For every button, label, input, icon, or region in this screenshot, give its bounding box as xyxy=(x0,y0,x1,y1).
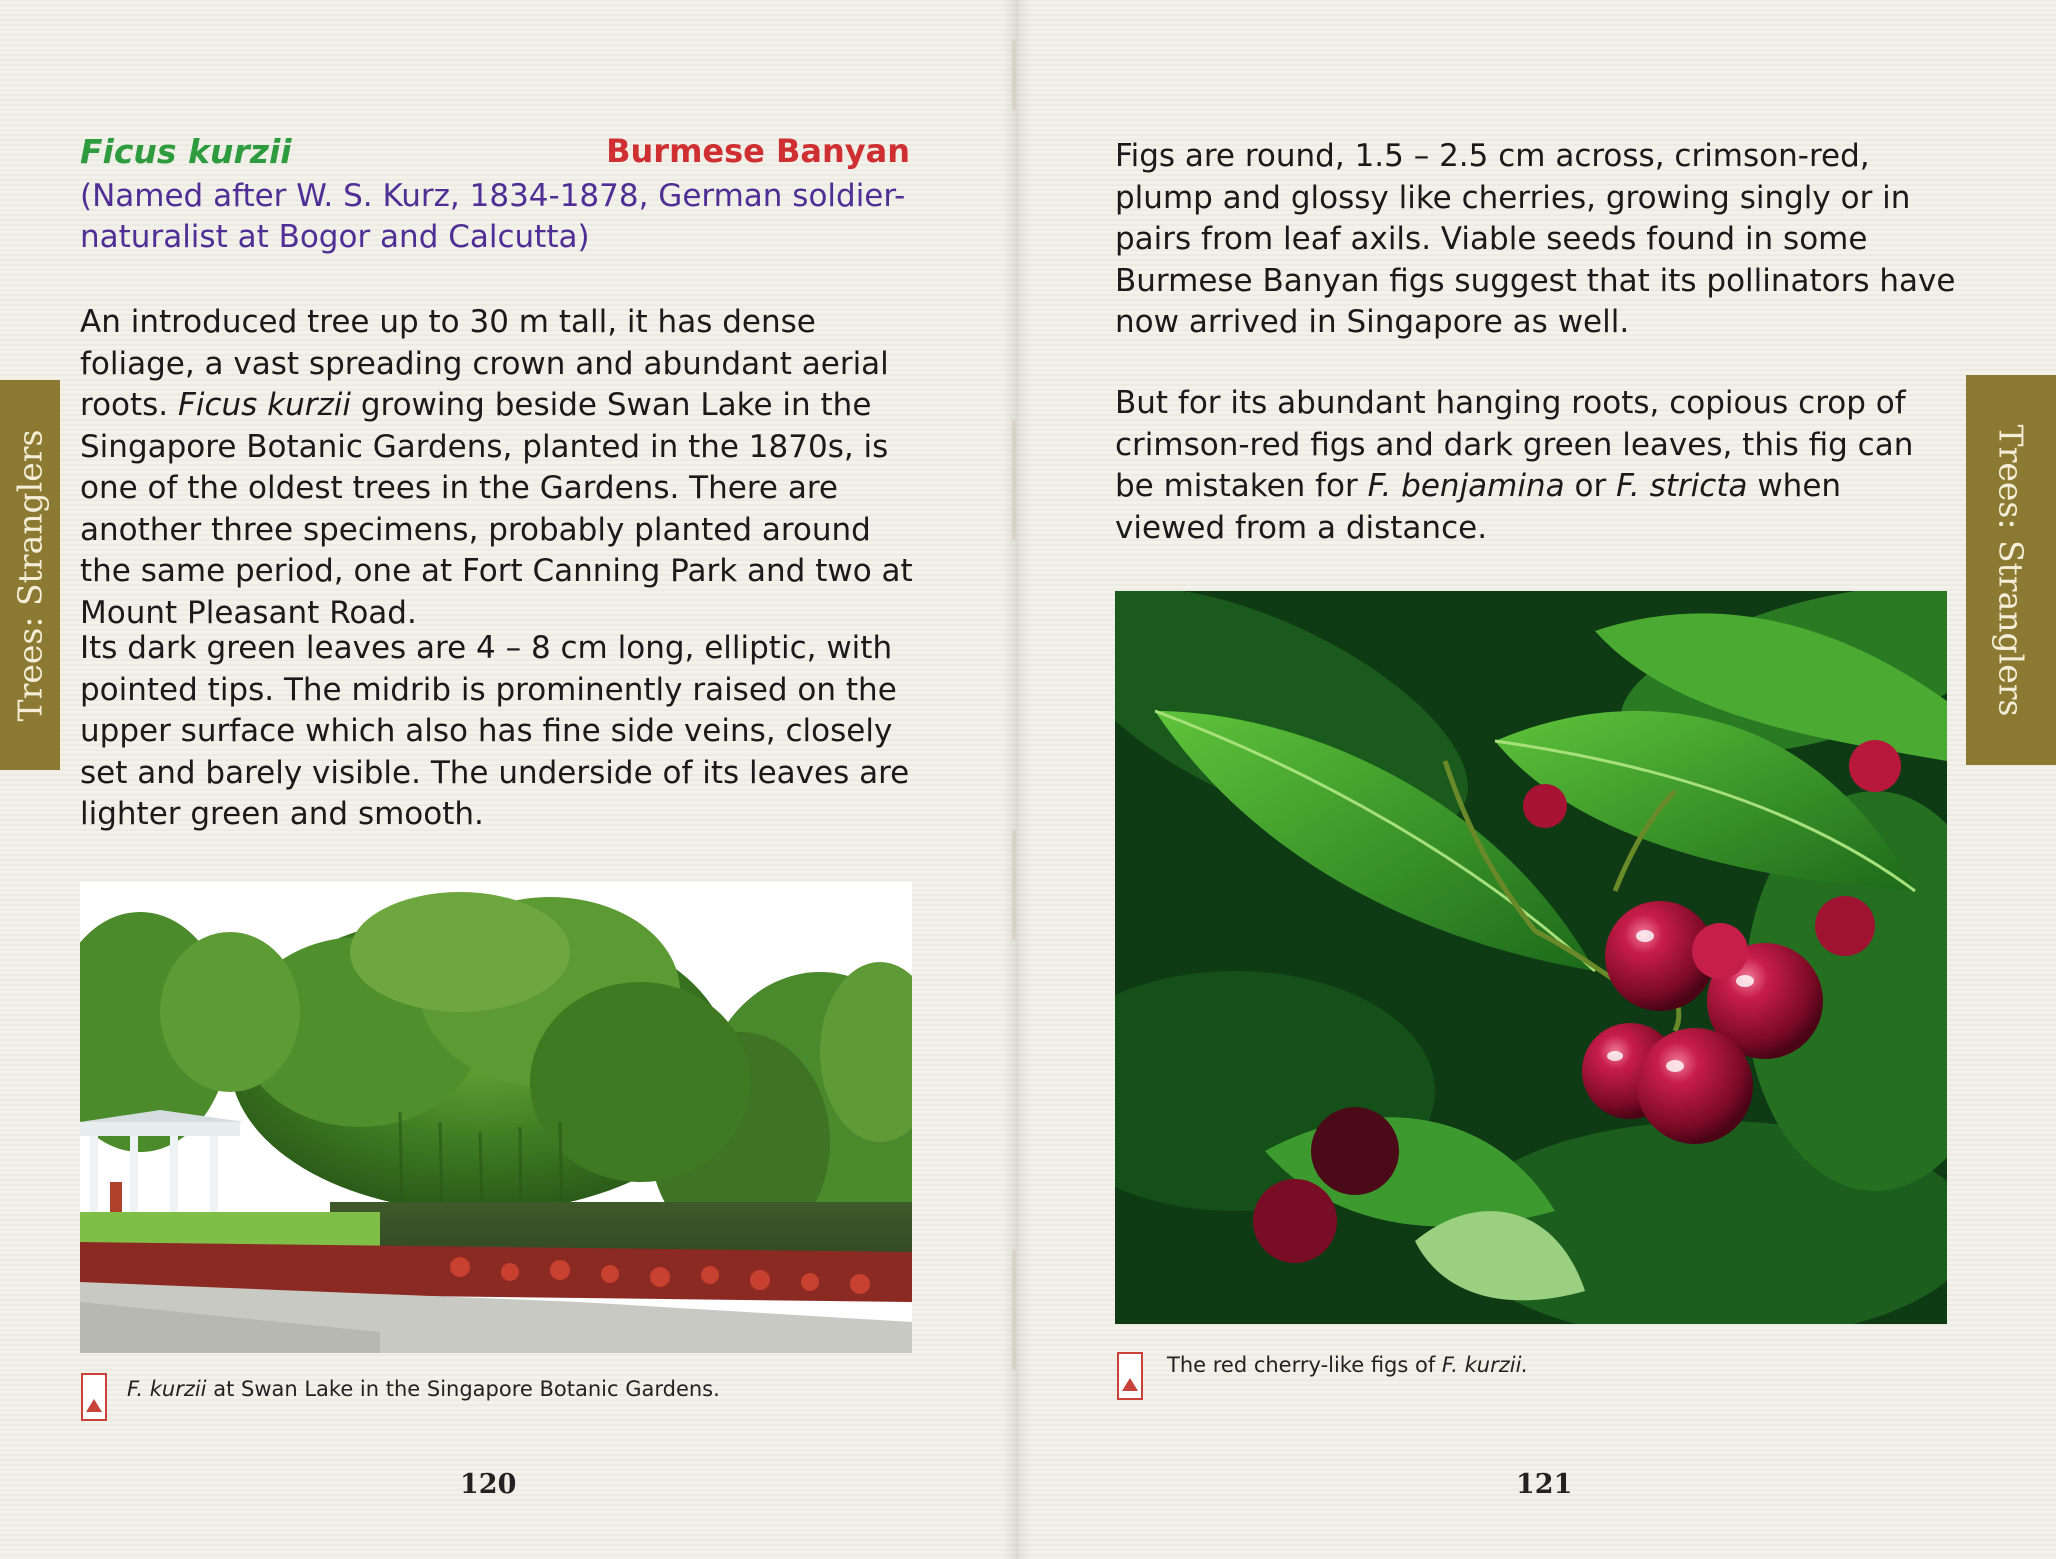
binding-stitch xyxy=(1012,40,1016,110)
species-name-italic: Ficus kurzii xyxy=(178,387,351,423)
scientific-name: Ficus kurzii xyxy=(80,132,292,171)
caption-text: The red cherry-like figs of xyxy=(1167,1353,1442,1377)
identification-paragraph xyxy=(1115,383,1960,549)
species-name-italic: F. benjamina xyxy=(1367,468,1565,504)
binding-stitch xyxy=(1012,420,1016,540)
paragraph-text: growing beside Swan Lake in the Singapore Botanic Gardens, planted in the 1870s, is one of the oldest trees in the Gardens. There are another three specimens, probably planted around the same period, one at Fort Canning Park and two at Mount Pleasant Road. xyxy=(80,387,913,631)
side-tab-label: Trees: Stranglers xyxy=(1991,424,2031,716)
photo-caption-left xyxy=(127,1377,720,1401)
photo-caption-right xyxy=(1167,1353,1528,1377)
book-gutter xyxy=(1002,0,1032,1559)
warning-triangle-icon xyxy=(1117,1352,1143,1400)
swan-lake-tree-photo xyxy=(80,882,912,1353)
caption-italic: F. kurzii. xyxy=(1441,1353,1529,1377)
paragraph-text: An introduced tree up to 30 m tall, it has dense foliage, a vast spreading crown and abundant aerial roots. xyxy=(80,304,889,423)
figs-paragraph xyxy=(1115,136,1960,344)
species-name-italic: F. stricta xyxy=(1616,468,1748,504)
paragraph-text: Its dark green leaves are 4 – 8 cm long, elliptic, with pointed tips. The midrib is prominently raised on the upper surface which also has fine side veins, closely set and barely visible. The underside of its leaves are lighter green and smooth. xyxy=(80,630,910,832)
species-heading xyxy=(80,132,910,176)
leaves-paragraph xyxy=(80,628,920,836)
side-tab-right xyxy=(1966,375,2056,765)
etymology-note: (Named after W. S. Kurz, 1834-1878, German soldier-naturalist at Bogor and Calcutta) xyxy=(80,178,906,255)
caption-text: at Swan Lake in the Singapore Botanic Gardens. xyxy=(206,1377,720,1401)
binding-stitch xyxy=(1012,1250,1016,1370)
common-name: Burmese Banyan xyxy=(606,132,910,170)
paragraph-text: Figs are round, 1.5 – 2.5 cm across, crimson-red, plump and glossy like cherries, growing singly or in pairs from leaf axils. Viable seeds found in some Burmese Banyan figs suggest that its pollinators have now arrived in Singapore as well. xyxy=(1115,138,1956,340)
paragraph-text: But for its abundant hanging roots, copious crop of crimson-red figs and dark green leaves, this fig can be mistaken for xyxy=(1115,385,1914,504)
side-tab-left xyxy=(0,380,60,770)
description-paragraph xyxy=(80,302,920,634)
binding-stitch xyxy=(1012,830,1016,940)
caption-italic: F. kurzii xyxy=(127,1377,207,1401)
warning-triangle-icon xyxy=(81,1373,107,1421)
paragraph-text: when viewed from a distance. xyxy=(1115,468,1842,546)
side-tab-label: Trees: Stranglers xyxy=(10,429,50,721)
page-number-left: 120 xyxy=(460,1469,517,1500)
paragraph-text: or xyxy=(1564,468,1617,504)
red-figs-photo xyxy=(1115,591,1947,1324)
page-number-right: 121 xyxy=(1516,1469,1573,1500)
